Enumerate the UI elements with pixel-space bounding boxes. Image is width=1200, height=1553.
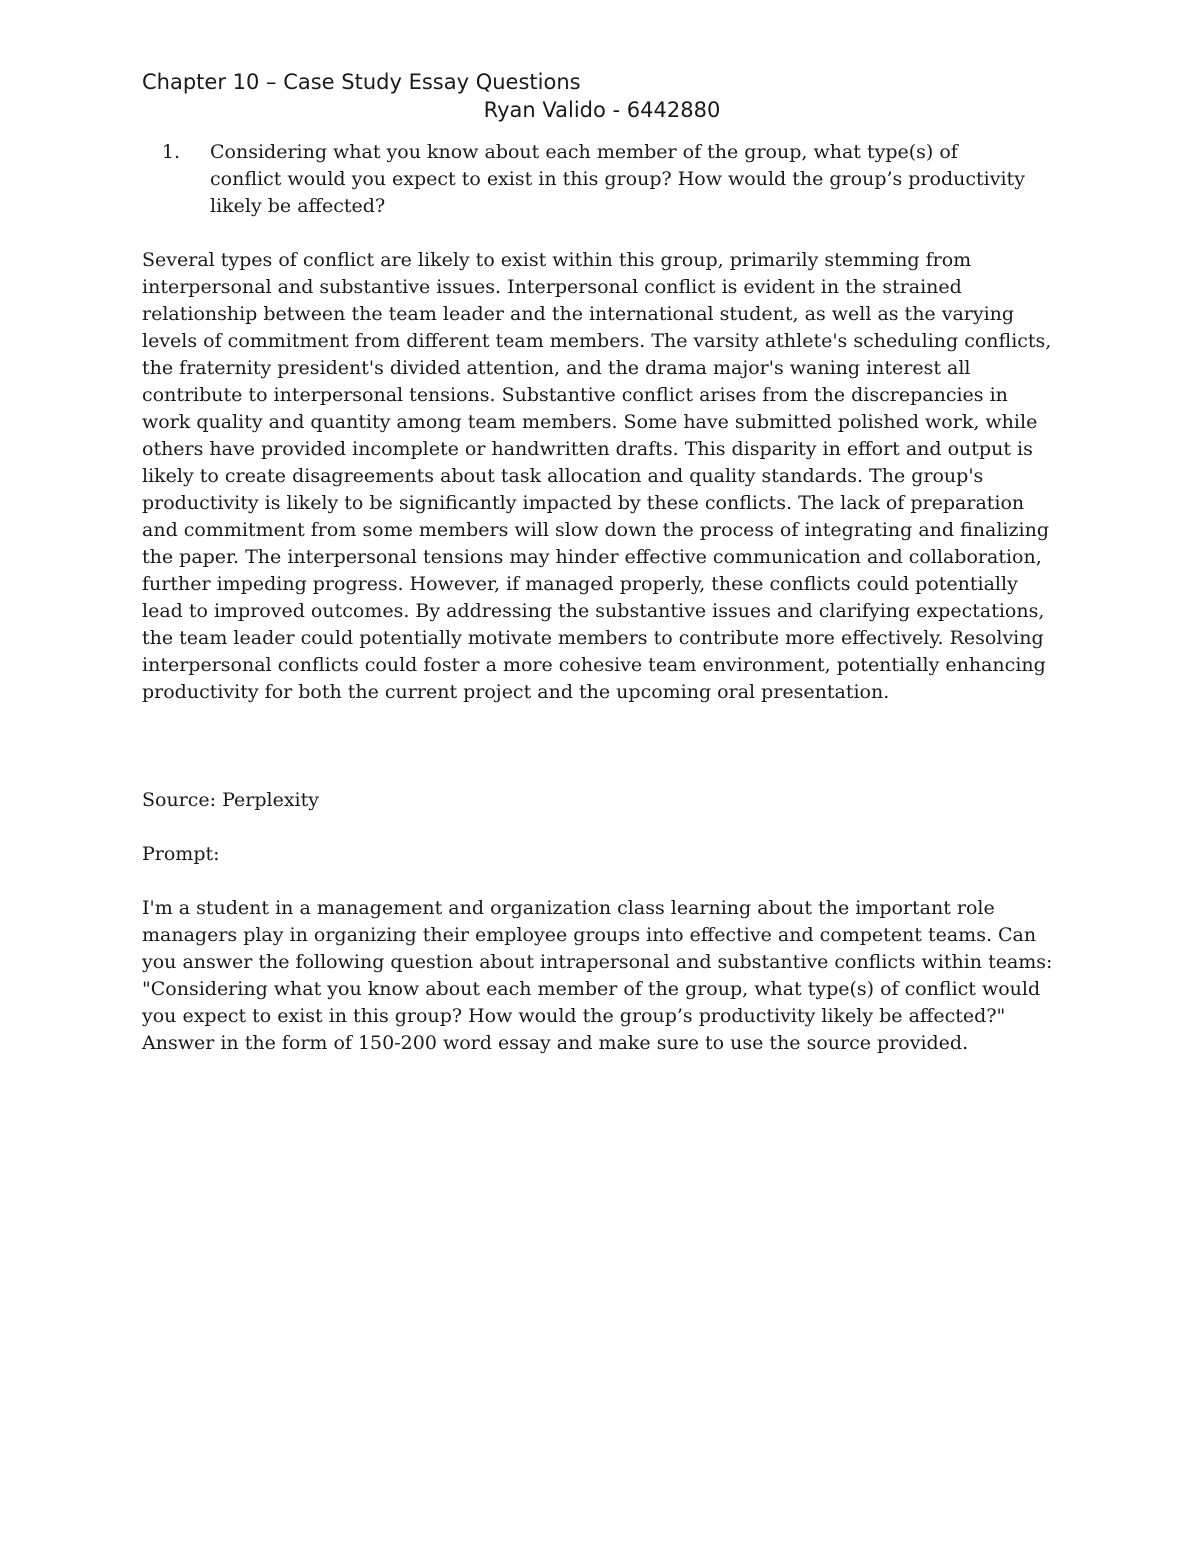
document-title: Chapter 10 – Case Study Essay Questions xyxy=(142,70,581,94)
author-line: Ryan Valido - 6442880 xyxy=(483,98,721,122)
source-line: Source: Perplexity xyxy=(142,789,320,811)
question-text: Considering what you know about each member of the group, what type(s) of conflict would you expect to exist in this group? How would the group’s productivity likely be affected? xyxy=(210,141,1025,217)
question-number: 1. xyxy=(161,141,180,163)
question-item xyxy=(142,139,1062,220)
prompt-body: I'm a student in a management and organization class learning about the important role managers play in organizing their employee groups into effective and competent teams. Can you answer the following question about intrapersonal and substantive conflicts within teams: "Considering what you know about each member of the group, what type(s) of conflict would you expect to exist in this group? How would the group’s productivity likely be affected?" Answer in the form of 150-200 word essay and make sure to use the source provided. xyxy=(142,897,1053,1054)
answer-paragraph: Several types of conflict are likely to exist within this group, primarily stemming from interpersonal and substantive issues. Interpersonal conflict is evident in the strained relationship between the team leader and the international student, as well as the varying levels of commitment from different team members. The varsity athlete's scheduling conflicts, the fraternity president's divided attention, and the drama major's waning interest all contribute to interpersonal tensions. Substantive conflict arises from the discrepancies in work quality and quantity among team members. Some have submitted polished work, while others have provided incomplete or handwritten drafts. This disparity in effort and output is likely to create disagreements about task allocation and quality standards. The group's productivity is likely to be significantly impacted by these conflicts. The lack of preparation and commitment from some members will slow down the process of integrating and finalizing the paper. The interpersonal tensions may hinder effective communication and collaboration, further impeding progress. However, if managed properly, these conflicts could potentially lead to improved outcomes. By addressing the substantive issues and clarifying expectations, the team leader could potentially motivate members to contribute more effectively. Resolving interpersonal conflicts could foster a more cohesive team environment, potentially enhancing productivity for both the current project and the upcoming oral presentation. xyxy=(142,249,1052,703)
prompt-label: Prompt: xyxy=(142,843,220,865)
document-content xyxy=(142,68,1062,1057)
